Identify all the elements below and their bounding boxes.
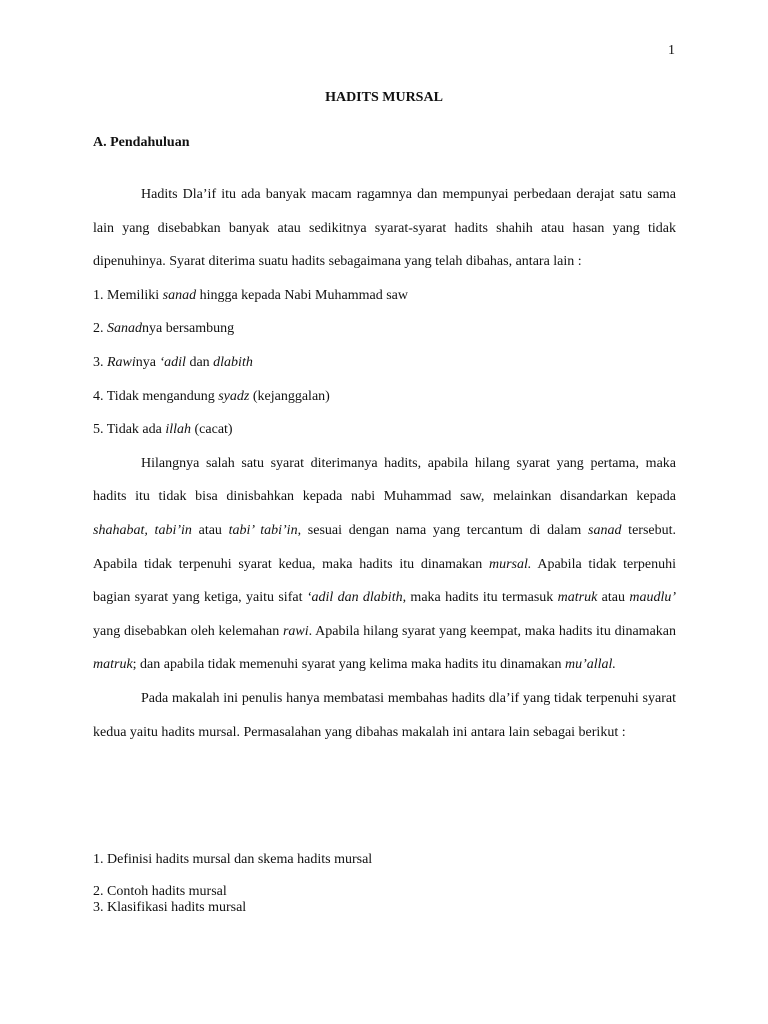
document-title: HADITS MURSAL — [325, 90, 443, 105]
scope-paragraph: Pada makalah ini penulis hanya membatasi membahas hadits dla’if yang tidak terpenuhi syarat kedua yaitu hadits mursal. Permasalahan yang dibahas makalah ini antara lain sebagai berikut : — [93, 690, 676, 740]
condition-item-3: 3. Rawinya ‘adil dan dlabith — [93, 354, 253, 370]
condition-item-2: 2. Sanadnya bersambung — [93, 321, 235, 337]
section-heading: A. Pendahuluan — [93, 135, 190, 150]
condition-item-4: 4. Tidak mengandung syadz (kejanggalan) — [93, 388, 330, 404]
condition-item-5: 5. Tidak ada illah (cacat) — [93, 422, 233, 438]
topic-item-3: 3. Klasifikasi hadits mursal — [93, 900, 247, 915]
topic-item-1: 1. Definisi hadits mursal dan skema hadits mursal — [93, 852, 373, 867]
page-number: 1 — [668, 43, 675, 58]
condition-item-1: 1. Memiliki sanad hingga kepada Nabi Muhammad saw — [93, 287, 408, 303]
topic-item-2: 2. Contoh hadits mursal — [93, 884, 227, 899]
document-body — [93, 178, 676, 749]
explanation-paragraph: Hilangnya salah satu syarat diterimanya hadits, apabila hilang syarat yang pertama, maka hadits itu tidak bisa dinisbahkan kepada nabi Muhammad saw, melainkan disandarkan kepada shahabat, tabi’in atau tabi’ tabi’in, sesuai dengan nama yang tercantum di dalam sanad tersebut. Apabila tidak terpenuhi syarat kedua, maka hadits itu dinamakan mursal. Apabila tidak terpenuhi bagian syarat yang ketiga, yaitu sifat ‘adil dan dlabith, maka hadits itu termasuk matruk atau maudlu’ yang disebabkan oleh kelemahan rawi. Apabila hilang syarat yang keempat, maka hadits itu dinamakan matruk; dan apabila tidak memenuhi syarat yang kelima maka hadits itu dinamakan mu’allal. — [93, 455, 676, 673]
intro-paragraph: Hadits Dla’if itu ada banyak macam ragamnya dan mempunyai perbedaan derajat satu sama lain yang disebabkan banyak atau sedikitnya syarat-syarat hadits shahih atau hasan yang tidak dipenuhinya. Syarat diterima suatu hadits sebagaimana yang telah dibahas, antara lain : — [93, 187, 676, 270]
